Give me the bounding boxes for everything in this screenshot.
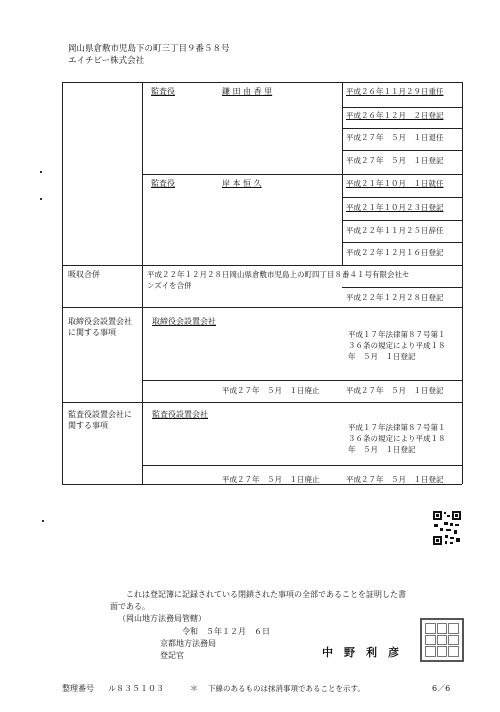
board-note-cont: 年 ５月 １日登記 (348, 352, 416, 361)
scan-mark (42, 520, 44, 522)
audit-label-cont: 関する事項 (68, 421, 108, 430)
certification-text-cont: 面である。 (110, 602, 150, 611)
company-name: エイチピー株式会社 (68, 56, 145, 66)
page-number: 6／6 (432, 684, 451, 693)
auditor-entry: 平成２６年１２月 ２日登記 (346, 111, 444, 120)
certification-text: これは登記簿に記録されている閉鎖された事項の全部であることを証明した書 (126, 590, 406, 599)
board-abolished: 平成２７年 ５月 １日廃止 (222, 386, 320, 395)
officer-name: 中 野 利 彦 (322, 646, 399, 659)
official-seal (420, 618, 464, 662)
officer-title: 登記官 (160, 651, 184, 660)
qr-code (432, 510, 462, 546)
auditor-entry: 平成２７年 ５月 １日退任 (346, 133, 444, 142)
absorption-text-cont: ンズイを合併 (147, 281, 192, 290)
footer-note: 下線のあるものは抹消事項であることを示す。 (208, 684, 365, 693)
jurisdiction: （岡山地方法務局管轄） (118, 614, 206, 623)
auditor-role: 監査役 (151, 87, 175, 96)
board-note: 平成１７年法律第８７号第１ (348, 330, 446, 339)
auditor-entry: 平成２６年１１月２９日重任 (346, 87, 444, 96)
control-number: ル８３５１０３ (108, 684, 164, 693)
issue-date: 令和 ５年１２月 ６日 (182, 627, 270, 636)
auditor-name: 鎌 田 由 香 里 (222, 87, 273, 96)
audit-value: 監査役設置会社 (152, 410, 208, 419)
board-label-cont: に関する事項 (68, 328, 116, 337)
absorption-text: 平成２２年１２月２８日岡山県倉敷市児島上の町四丁目８番４１号有限会社セ (147, 270, 410, 279)
audit-note-cont: 年 ５月 １日登記 (348, 445, 416, 454)
auditor-entry: 平成２７年 ５月 １日登記 (346, 156, 444, 165)
audit-note: 平成１７年法律第８７号第１ (348, 423, 446, 432)
board-note-cont: ３６条の規定により平成１８ (348, 341, 446, 350)
board-registered: 平成２７年 ５月 １日登記 (346, 386, 444, 395)
control-label: 整理番号 (62, 684, 94, 693)
issuing-office: 京都地方法務局 (160, 639, 216, 648)
auditor-entry: 平成２２年１２月１６日登記 (346, 248, 444, 257)
scan-mark (40, 198, 42, 200)
asterisk: ＊ (190, 684, 198, 693)
auditor-role: 監査役 (151, 179, 175, 188)
audit-note-cont: ３６条の規定により平成１８ (348, 434, 446, 443)
board-value: 取締役会設置会社 (152, 317, 216, 326)
absorption-registered: 平成２２年１２月２８日登記 (346, 293, 444, 302)
auditor-entry: 平成２１年１０月２３日登記 (346, 203, 444, 212)
auditor-entry: 平成２１年１０月 １日就任 (346, 179, 444, 188)
scan-mark (40, 171, 42, 173)
audit-registered: 平成２７年 ５月 １日登記 (346, 475, 444, 484)
audit-label: 監査役設置会社に (68, 410, 132, 419)
company-address: 岡山県倉敷市児島下の町三丁目９番５８号 (68, 44, 230, 54)
audit-abolished: 平成２７年 ５月 １日廃止 (222, 475, 320, 484)
absorption-label: 吸収合併 (68, 270, 100, 279)
auditor-entry: 平成２２年１１月２５日辞任 (346, 226, 444, 235)
auditor-name: 岸 本 恒 久 (222, 179, 262, 188)
board-label: 取締役会設置会社 (68, 317, 132, 326)
